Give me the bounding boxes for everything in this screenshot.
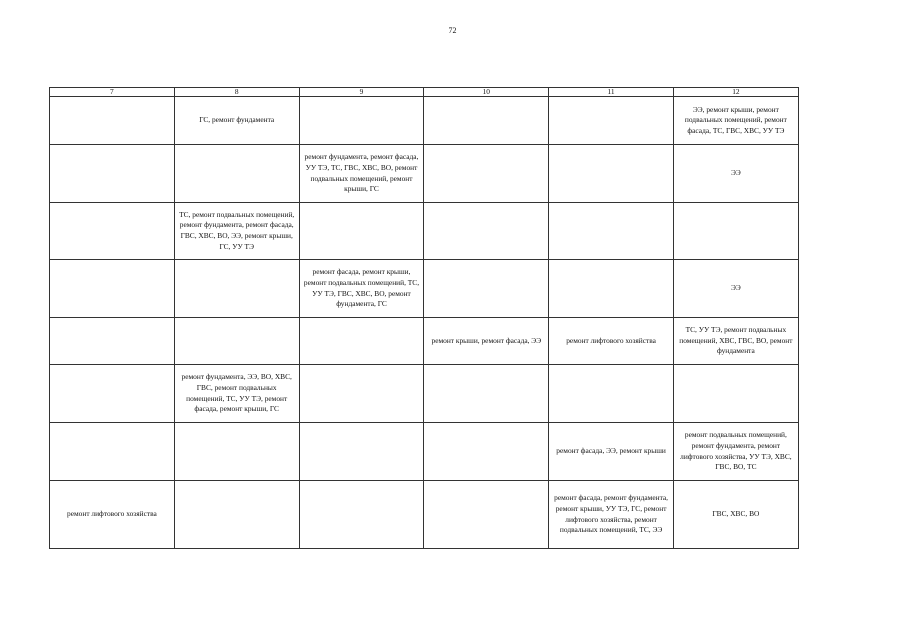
table-cell <box>299 481 424 549</box>
table-row <box>50 203 799 260</box>
table-cell <box>424 203 549 260</box>
table-cell: ремонт фундамента, ремонт фасада, УУ ТЭ, ТС, ГВС, ХВС, ВО, ремонт подвальных помещений, ремонт крыши, ГС <box>299 145 424 203</box>
table-cell <box>299 365 424 423</box>
table-cell <box>174 260 299 318</box>
table-cell <box>424 145 549 203</box>
table-cell: ТС, УУ ТЭ, ремонт подвальных помещений, ХВС, ГВС, ВО, ремонт фундамента <box>673 318 798 365</box>
table-cell <box>424 365 549 423</box>
table-cell <box>50 260 175 318</box>
table-cell: ЭЭ <box>673 260 798 318</box>
table-cell <box>549 203 674 260</box>
table-cell: ремонт крыши, ремонт фасада, ЭЭ <box>424 318 549 365</box>
table-cell <box>424 423 549 481</box>
table-cell <box>299 318 424 365</box>
table-cell <box>50 423 175 481</box>
table-row <box>50 318 799 365</box>
column-header-11: 11 <box>549 88 674 97</box>
table-cell: ЭЭ, ремонт крыши, ремонт подвальных помещений, ремонт фасада, ТС, ГВС, ХВС, УУ ТЭ <box>673 97 798 145</box>
table-cell <box>424 260 549 318</box>
table-row <box>50 481 799 549</box>
table-cell <box>174 423 299 481</box>
table-cell <box>50 365 175 423</box>
page-number: 72 <box>448 26 457 35</box>
table-cell <box>549 260 674 318</box>
table-cell: ремонт фундамента, ЭЭ, ВО, ХВС, ГВС, ремонт подвальных помещений, ТС, УУ ТЭ, ремонт фасада, ремонт крыши, ГС <box>174 365 299 423</box>
table-cell <box>299 423 424 481</box>
table-cell <box>50 97 175 145</box>
table-cell: ремонт фасада, ЭЭ, ремонт крыши <box>549 423 674 481</box>
table-row <box>50 97 799 145</box>
column-header-8: 8 <box>174 88 299 97</box>
table-cell <box>50 203 175 260</box>
table-cell: ГС, ремонт фундамента <box>174 97 299 145</box>
table-cell: ремонт лифтового хозяйства <box>549 318 674 365</box>
table-cell <box>50 145 175 203</box>
table-cell <box>174 481 299 549</box>
table-row <box>50 365 799 423</box>
table-row <box>50 145 799 203</box>
table-cell <box>50 318 175 365</box>
table-header-row <box>50 88 799 97</box>
column-header-9: 9 <box>299 88 424 97</box>
works-table <box>49 87 799 549</box>
table-cell <box>299 203 424 260</box>
table-cell: ГВС, ХВС, ВО <box>673 481 798 549</box>
column-header-12: 12 <box>673 88 798 97</box>
table-cell <box>673 203 798 260</box>
table-cell <box>424 481 549 549</box>
table-cell <box>549 145 674 203</box>
table-row <box>50 260 799 318</box>
table-cell: ремонт лифтового хозяйства <box>50 481 175 549</box>
table-cell <box>299 97 424 145</box>
table-cell <box>549 97 674 145</box>
column-header-7: 7 <box>50 88 175 97</box>
table-cell <box>174 318 299 365</box>
table-cell <box>673 365 798 423</box>
table-cell: ремонт фасада, ремонт фундамента, ремонт крыши, УУ ТЭ, ГС, ремонт лифтового хозяйства, ремонт подвальных помещений, ТС, ЭЭ <box>549 481 674 549</box>
table-cell: ремонт подвальных помещений, ремонт фундамента, ремонт лифтового хозяйства, УУ ТЭ, ХВС, ГВС, ВО, ТС <box>673 423 798 481</box>
table-row <box>50 423 799 481</box>
table-cell: ТС, ремонт подвальных помещений, ремонт фундамента, ремонт фасада, ГВС, ХВС, ВО, ЭЭ, ремонт крыши, ГС, УУ ТЭ <box>174 203 299 260</box>
table-cell <box>549 365 674 423</box>
column-header-10: 10 <box>424 88 549 97</box>
table-cell <box>174 145 299 203</box>
table-cell: ЭЭ <box>673 145 798 203</box>
table-cell: ремонт фасада, ремонт крыши, ремонт подвальных помещений, ТС, УУ ТЭ, ГВС, ХВС, ВО, ремонт фундамента, ГС <box>299 260 424 318</box>
table-cell <box>424 97 549 145</box>
